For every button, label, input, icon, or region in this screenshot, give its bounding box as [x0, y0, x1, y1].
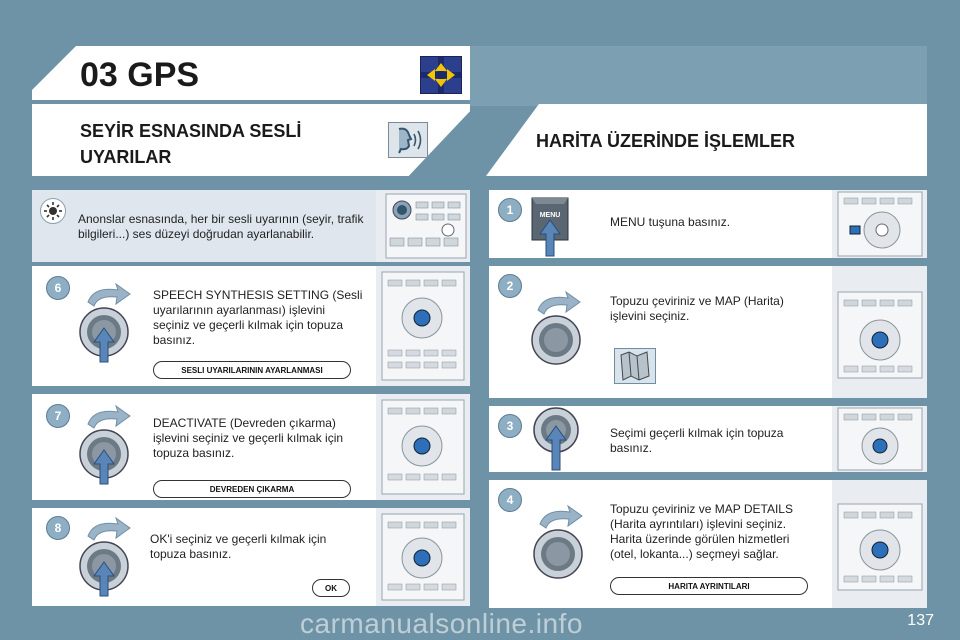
knob-rotate-icon — [528, 290, 588, 366]
left-section-title-line1: SEYİR ESNASINDA SESLİ — [80, 121, 302, 141]
step-8-text: OK'i seçiniz ve geçerli kılmak için topuza basınız. — [150, 532, 327, 561]
step-7-pill: DEVREDEN ÇIKARMA — [153, 480, 351, 498]
left-section-title — [80, 118, 301, 170]
step-2-badge: 2 — [498, 274, 522, 298]
sun-icon — [40, 198, 66, 224]
knob-rotate-press-icon — [74, 516, 144, 600]
step-3-badge: 3 — [498, 414, 522, 438]
step-2-text — [610, 294, 810, 324]
left-section-title-line2: UYARILAR — [80, 147, 172, 167]
radio-panel-image — [832, 266, 927, 398]
radio-panel-image — [832, 190, 927, 258]
radio-panel-image — [376, 394, 470, 500]
map-icon — [614, 348, 656, 384]
step-2-text-content: Topuzu çeviriniz ve MAP (Harita) işlevini seçiniz. — [610, 294, 784, 323]
step-8-badge: 8 — [46, 516, 70, 540]
page-title: 03 GPS — [80, 56, 200, 94]
intro-text: Anonslar esnasında, her bir sesli uyarının (seyir, trafik bilgileri...) ses düzeyi doğrudan ayarlanabilir. — [78, 212, 364, 241]
right-section-title: HARİTA ÜZERİNDE İŞLEMLER — [536, 131, 795, 151]
knob-rotate-icon — [530, 504, 590, 580]
radio-panel-image — [376, 266, 470, 386]
step-1-badge: 1 — [498, 198, 522, 222]
step-3-text: Seçimi geçerli kılmak için topuza basınız. — [610, 426, 784, 455]
step-4-pill: HARITA AYRINTILARI — [610, 577, 808, 595]
step-8-pill: OK — [312, 579, 350, 597]
knob-press-icon — [530, 400, 586, 472]
step-1-text: MENU tuşuna basınız. — [610, 215, 731, 229]
step-6-text: SPEECH SYNTHESIS SETTING (Sesli uyarılarının ayarlanması) işlevini seçiniz ve geçerli kılmak için topuza basınız. — [153, 288, 363, 347]
watermark: carmanualsonline.info — [300, 608, 583, 639]
voice-announce-icon — [388, 122, 428, 158]
header-decoration — [470, 46, 927, 106]
step-4-badge: 4 — [498, 488, 522, 512]
step-7-text: DEACTIVATE (Devreden çıkarma) işlevini seçiniz ve geçerli kılmak için topuza basınız. — [153, 416, 344, 460]
radio-panel-image — [832, 406, 927, 472]
menu-button-icon — [528, 196, 572, 258]
step-6-pill: SESLI UYARILARININ AYARLANMASI — [153, 361, 351, 379]
radio-panel-image — [832, 480, 927, 608]
step-4-text: Topuzu çeviriniz ve MAP DETAILS (Harita ayrıntıları) işlevini seçiniz. Harita üzerinde görülen hizmetleri (otel, lokanta...) seçmeyi sağlar. — [610, 502, 793, 561]
menu-button-label: MENU — [539, 212, 561, 219]
page-number: 137 — [907, 612, 934, 629]
knob-rotate-press-icon — [74, 404, 144, 488]
radio-panel-image — [376, 190, 470, 262]
knob-rotate-press-icon — [74, 282, 144, 366]
radio-panel-image — [376, 508, 470, 606]
gps-crossroad-icon — [420, 56, 462, 94]
step-7-badge: 7 — [46, 404, 70, 428]
step-6-badge: 6 — [46, 276, 70, 300]
